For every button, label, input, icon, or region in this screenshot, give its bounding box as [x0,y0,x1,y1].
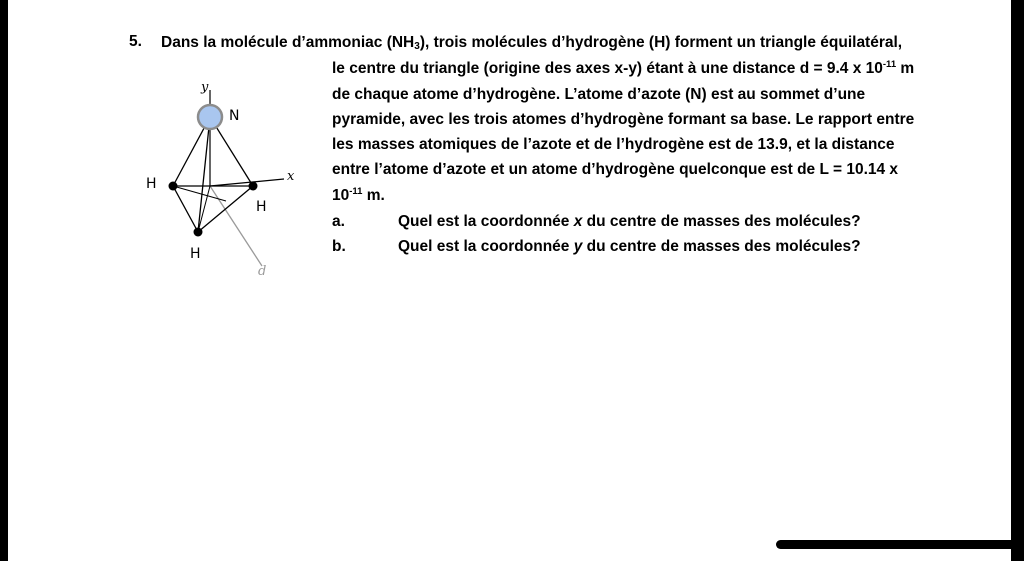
home-indicator[interactable] [776,540,1016,549]
part-b-label: b. [332,238,346,255]
part-a-text: Quel est la coordonnée x du centre de masses des molécules? [398,213,861,230]
y-axis-label: y [201,80,209,95]
question-number: 5. [129,33,142,50]
x-axis-line [210,179,284,186]
question-line-1: Dans la molécule d’ammoniac $(NH_3)$, trois molécules d’hydrogène (H) forment un triangle équilatéral, [161,34,903,52]
hydrogen-label-left: H [146,176,157,192]
question-line-3: de chaque atome d’hydrogène. L’atome d’azote (N) est au sommet d’une [332,86,866,103]
hydrogen-atom-bottom [194,228,203,237]
nitrogen-atom [198,105,222,129]
x-axis-label: x [287,169,295,184]
edge-n-h-bottom [198,117,210,232]
question-line-2: le centre du triangle (origine des axes x-y) étant à une distance d = 9.4 x $10^{-11}$ m [332,59,915,77]
hydrogen-atom-right [249,182,258,191]
nitrogen-label: N [229,108,240,124]
ammonia-molecule-diagram [136,76,316,286]
part-a-label: a. [332,213,345,230]
question-line-6: entre l’atome d’azote et un atome d’hydrogène quelconque est de L = 10.14 x [332,161,899,178]
question-line-4: pyramide, avec les trois atomes d’hydrogène formant sa base. Le rapport entre [332,111,915,128]
document-page [8,0,1011,561]
distance-label: d [258,264,267,279]
part-b-text: Quel est la coordonnée y du centre de masses des molécules? [398,238,861,255]
base-triangle [173,186,253,232]
hydrogen-atom-left [169,182,178,191]
distance-line [210,186,262,266]
hydrogen-label-bottom: H [190,246,201,262]
question-line-7: $10^{-11}$ m. [332,186,385,204]
median-left [173,186,226,201]
hydrogen-label-right: H [256,199,267,215]
question-line-5: les masses atomiques de l’azote et de l’hydrogène est de 13.9, et la distance [332,136,895,153]
